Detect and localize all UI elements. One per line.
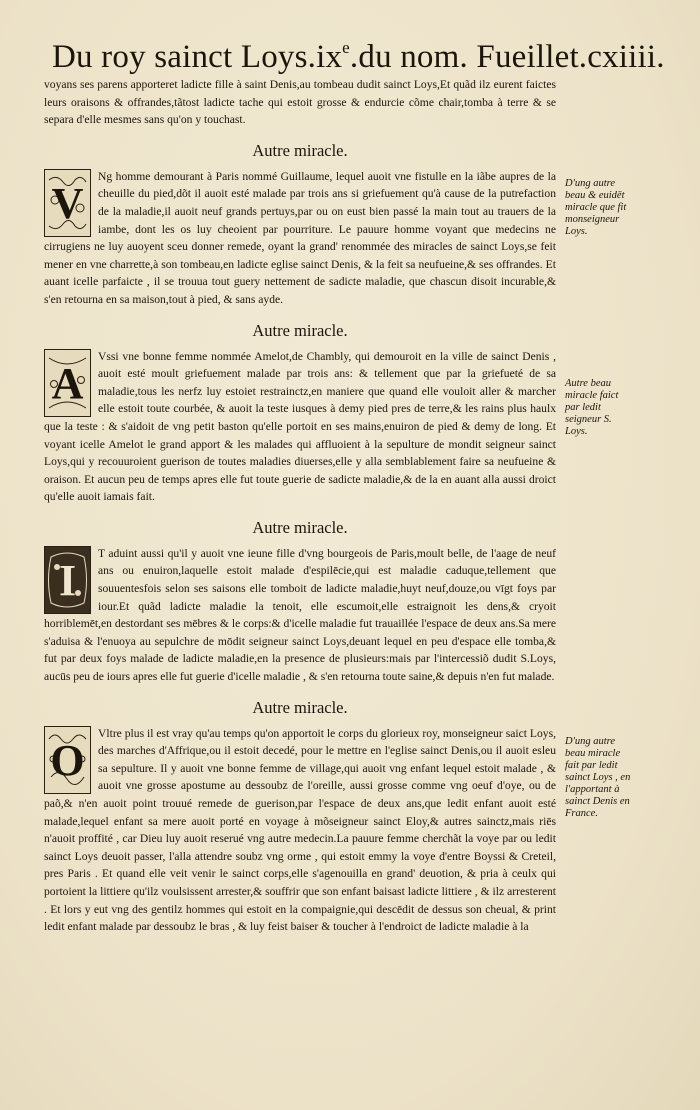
section-1 [44, 140, 556, 309]
section-2 [44, 320, 556, 506]
page-header [52, 28, 665, 77]
ornament-icon [45, 170, 90, 236]
drop-cap-letter: O [50, 735, 85, 785]
section-text: Vssi vne bonne femme nommée Amelot,de Chambly, qui demouroit en la ville de sainct Denis , auoit esté moult griefuement malade par trois ans: & tellement que par la griefueté de sa maladie,tous les nerfz luy estoiet restrainctz,en maniere que quand elle vouloit aller & marcher elle estoit toute courbée, & auoit la teste iusques à demy pied pres de terre,& les rains plus haulx que la teste : & s'aidoit de vng petit baston qu'elle portoit en ses mains,enuiron de pied & demy de long. Et voyant icelle Amelot le grand apport & les malades qui affluoient à la sepulture de mondit seigneur sainct Loys,qui y recouuroient guerison de toutes maladies diuerses,elle y alla semblablement faire sa neufueine & oraison. Et aucun peu de temps apres elle fut toute guerie de sadicte maladie,& de la en auant alla aussi droict qu'elle auoit iamais fait. [44, 349, 556, 504]
ornament-icon [45, 350, 90, 416]
section-heading: Autre miracle. [252, 320, 348, 340]
margin-note-4: D'ung autre beau miracle fait par ledit sainct Loys , en l'apportant à sainct Denis en France. [565, 736, 631, 819]
section-text: T aduint aussi qu'il y auoit vne ieune fille d'vng bourgeois de Paris,moult belle, de l'aage de neuf ans ou enuiron,laquelle estoit malade d'espilēcie,qui est maladie caduque,tellement que souuentesfois selon ses saisons elle tomboit de ladicte maladie,huyt neuf,douze,ou vīgt foys par iour.Et quãd ladicte maladie la tenoit, elle escumoit,elle estraignoit les dens,& cryoit horriblemēt,en destordant ses mēbres & le corps:& d'icelle maladie fut trauaillée l'espace de deux ans.Sa mere s'aduisa & l'enuoya au sepulchre de mōdit seigneur sainct Loys,deuant lequel en peu d'espace elle tomba,& fut par deux foys malade de ladicte maladie,en la presence de plusieurs:mais par l'intercessiõ dudit S.Loys, aucūs peu de iours apres elle fut guerie d'icelle maladie , & s'en retourna toute saine,& depuis n'en fut malade. [44, 546, 556, 684]
section-heading: Autre miracle. [252, 140, 348, 160]
ornament-icon [45, 727, 90, 793]
section-heading: Autre miracle. [252, 697, 348, 717]
section-heading: Autre miracle. [252, 517, 348, 537]
margin-note-2: Autre beau miracle faict par ledit seigneur S. Loys. [565, 378, 619, 437]
section-text: Ng homme demourant à Paris nommé Guillaume, lequel auoit vne fistulle en la iãbe aupres de la cheuille du pied,dõt il auoit esté malade par trois ans si griefuement qu'à cause de la putrefaction de la maladie,il auoit neuf grands pertuys,par ou on eust bien passé la main tout au trauers de la iambe, dont les os luy cheoient par pourriture. Le pauure homme voyant que medecins ne cirrugiens ne luy auoyent sceu donner remede, oyant la grand' renommée des miracles de sainct Loys,se feit mener en vne charrette,à son tombeau,en ladicte eglise sainct Denis, & la feit sa neufueine,& ses offrandes. Et auant icelle parfaicte , il se trouua tout guery nettement de sadicte maladie, que chascun disoit incurable,& s'en retourna en sa maison,tout à pied, & sans ayde. [44, 169, 556, 306]
drop-cap-letter: A [51, 358, 84, 408]
section-3 [44, 517, 556, 686]
drop-cap-initial-o [44, 726, 91, 794]
drop-cap-letter: I [58, 555, 77, 605]
section-text: Vltre plus il est vray qu'au temps qu'on apportoit le corps du glorieux roy, monseigneur saict Loys, des marches d'Affrique,ou il estoit decedé, pour le mettre en l'eglise sainct Denis,ou il auoit esleu sa sepulture. Il y auoit vne bonne femme de village,qui auoit vng enfant lequel estoit malade , & auoit vne grosse apostume au dessoubz de l'oreille, aussi grosse comme vng oeuf d'oye, ou de paõ,& n'en auoit point trouué remede de guerison,par l'espace de deux ans,que ledit enfant auoit esté malade,lequel enfant sa mere auoit porté en voyage à mõseigneur sainct Eloy,& autres sainctz,mais riēs n'auoit proffité , car Dieu luy auoit reserué vng autre medecin.La pauure femme cherchãt la voye par ou ledit sainct Loys deuoit passer, l'alla attendre soubz vng orme , qui estoit emmy la voye d'entre Boyssi & Creteil, pres Paris . Et quand elle veit venir le sainct corps,elle s'agenouilla en grand' deuotion, & pria à ceulx qui portoient la littiere qu'ilz voulsissent arrester,& souffrir que son enfant baisast ladicte littiere , & ilz arresterent . Et lors y eut vng des gentilz hommes qui estoit en la compaignie,qui descēdit de dessus son cheual, & print ledit enfant malade par dessoubz le bras , & luy feist baiser & toucher à l'endroict de ladicte maladie à la [44, 726, 556, 934]
intro-paragraph: voyans ses parens apporteret ladicte fille à saint Denis,au tombeau dudit sainct Loys,Et quãd ilz eurent faictes leurs oraisons & offrandes,tãtost ladicte tache qui estoit grosse & endurcie cõme chair,tomba à terre & se separa d'elle mesmes sans qu'on y touchast. [44, 78, 556, 127]
page-body [44, 76, 556, 936]
header-title-sup: e [342, 38, 350, 57]
drop-cap-initial-a [44, 349, 91, 417]
margin-note-1: D'ung autre beau & euidēt miracle que fit monseigneur Loys. [565, 178, 627, 237]
ornament-icon [45, 547, 90, 613]
drop-cap-letter: V [51, 178, 84, 228]
drop-cap-initial-i [44, 546, 91, 614]
drop-cap-initial-v [44, 169, 91, 237]
section-4 [44, 697, 556, 936]
header-title-pre: Du roy sainct Loys.ix [52, 39, 343, 75]
header-title-post: .du nom. Fueillet.cxiiii. [349, 39, 665, 75]
